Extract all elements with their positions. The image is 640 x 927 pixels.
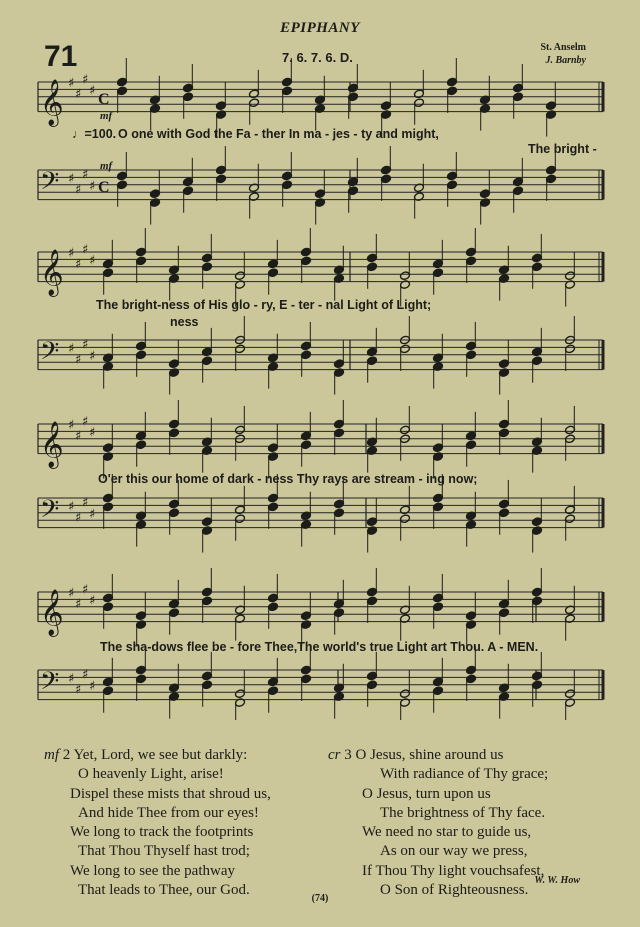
key-signature-sharp: ♯ [82,667,89,683]
key-signature-sharp: ♯ [89,506,96,522]
bass-clef: 𝄢 [40,667,60,703]
verse-2-line-3: Dispel these mists that shroud us, [70,785,271,802]
key-signature-sharp: ♯ [68,246,75,261]
verse-3-line-2: With radiance of Thy grace; [380,766,549,783]
key-signature-sharp: ♯ [89,253,96,269]
key-signature-sharp: ♯ [89,425,96,441]
bass-clef: 𝄢 [40,495,60,531]
key-signature-sharp: ♯ [82,167,89,183]
key-signature-sharp: ♯ [82,495,89,511]
verse-2-line-4: And hide Thee from our eyes! [78,804,259,821]
treble-clef: 𝄞 [40,249,64,296]
key-signature-sharp: ♯ [68,171,75,187]
verse-3-line-4: The brightness of Thy face. [380,804,546,821]
page-number: (74) [311,893,329,904]
verse-2-line-6: That Thou Thyself hast trod; [78,843,250,860]
key-signature-sharp: ♯ [82,582,89,598]
verse-3-line-3: O Jesus, turn upon us [362,785,491,802]
tempo-mark: ♩=100. [72,127,117,141]
tune-name: St. Anselm [540,42,586,53]
verse-3-line-1: O Jesus, shine around us [355,747,504,763]
key-signature-sharp: ♯ [68,341,75,357]
key-signature-sharp: ♯ [82,72,89,88]
key-signature-sharp: ♯ [89,83,96,99]
verse-2 [44,746,271,900]
verse-3-dynamic: cr [328,747,341,763]
key-signature-sharp: ♯ [75,257,82,273]
key-signature-sharp: ♯ [75,87,82,103]
treble-clef: 𝄞 [40,421,64,468]
lyrics-line-4: The sha-dows flee be - fore Thee,The world's true Light art Thou. A - MEN. [100,640,539,654]
lyrics-line-2: The bright-ness of His glo - ry, E - ter - nal Light of Light; [96,298,432,312]
key-signature-sharp: ♯ [89,678,96,694]
verse-2-dynamic: mf [44,747,59,763]
verse-2-number: 2 [62,747,71,763]
key-signature-sharp: ♯ [75,597,82,613]
lyrics-line-2-extra: ness [170,315,199,329]
key-signature-sharp: ♯ [68,499,75,515]
lyrics-line-1-extra: The bright - [528,142,597,156]
time-signature: C [98,179,110,197]
treble-clef: 𝄞 [40,589,64,636]
verse-2-line-2: O heavenly Light, arise! [78,766,224,783]
verse-3-line-5: We need no star to guide us, [362,824,532,841]
verse-3 [328,746,548,900]
verse-2-line-1: Yet, Lord, we see but darkly: [73,747,248,763]
lyrics-line-1: O one with God the Fa - ther In ma - jes - ty and might, [118,127,439,141]
key-signature-sharp: ♯ [68,671,75,687]
dynamic-mf-bass: mf [100,160,113,172]
key-signature-sharp: ♯ [75,429,82,445]
verse-2-line-5: We long to track the footprints [70,824,254,841]
key-signature-sharp: ♯ [89,593,96,609]
key-signature-sharp: ♯ [68,418,75,433]
verse-3-line-8: O Son of Righteousness. [380,882,529,899]
time-signature: C [98,91,110,109]
composer: J. Barnby [545,55,586,66]
verse-3-number: 3 [344,747,352,763]
key-signature-sharp: ♯ [75,182,82,198]
verse-2-line-7: We long to see the pathway [70,862,235,879]
dynamic-mf-treble: mf [100,110,113,122]
hymn-number: 71 [44,40,78,73]
key-signature-sharp: ♯ [75,352,82,368]
verse-3-line-7: If Thou Thy light vouchsafest, [362,862,545,879]
bass-clef: 𝄢 [40,167,60,203]
key-signature-sharp: ♯ [82,242,89,258]
verse-author: W. W. How [534,875,580,886]
key-signature-sharp: ♯ [75,510,82,526]
key-signature-sharp: ♯ [75,682,82,698]
key-signature-sharp: ♯ [82,414,89,430]
bass-clef: 𝄢 [40,337,60,373]
verse-2-line-8: That leads to Thee, our God. [78,882,250,899]
lyrics-line-3: O'er this our home of dark - ness Thy rays are stream - ing now; [98,472,478,486]
verse-3-line-6: As on our way we press, [380,843,528,860]
key-signature-sharp: ♯ [82,337,89,353]
meter: 7. 6. 7. 6. D. [282,50,353,65]
key-signature-sharp: ♯ [89,348,96,364]
key-signature-sharp: ♯ [68,76,75,91]
treble-clef: 𝄞 [40,79,64,126]
key-signature-sharp: ♯ [68,586,75,601]
section-title: EPIPHANY [280,20,360,36]
key-signature-sharp: ♯ [89,178,96,194]
